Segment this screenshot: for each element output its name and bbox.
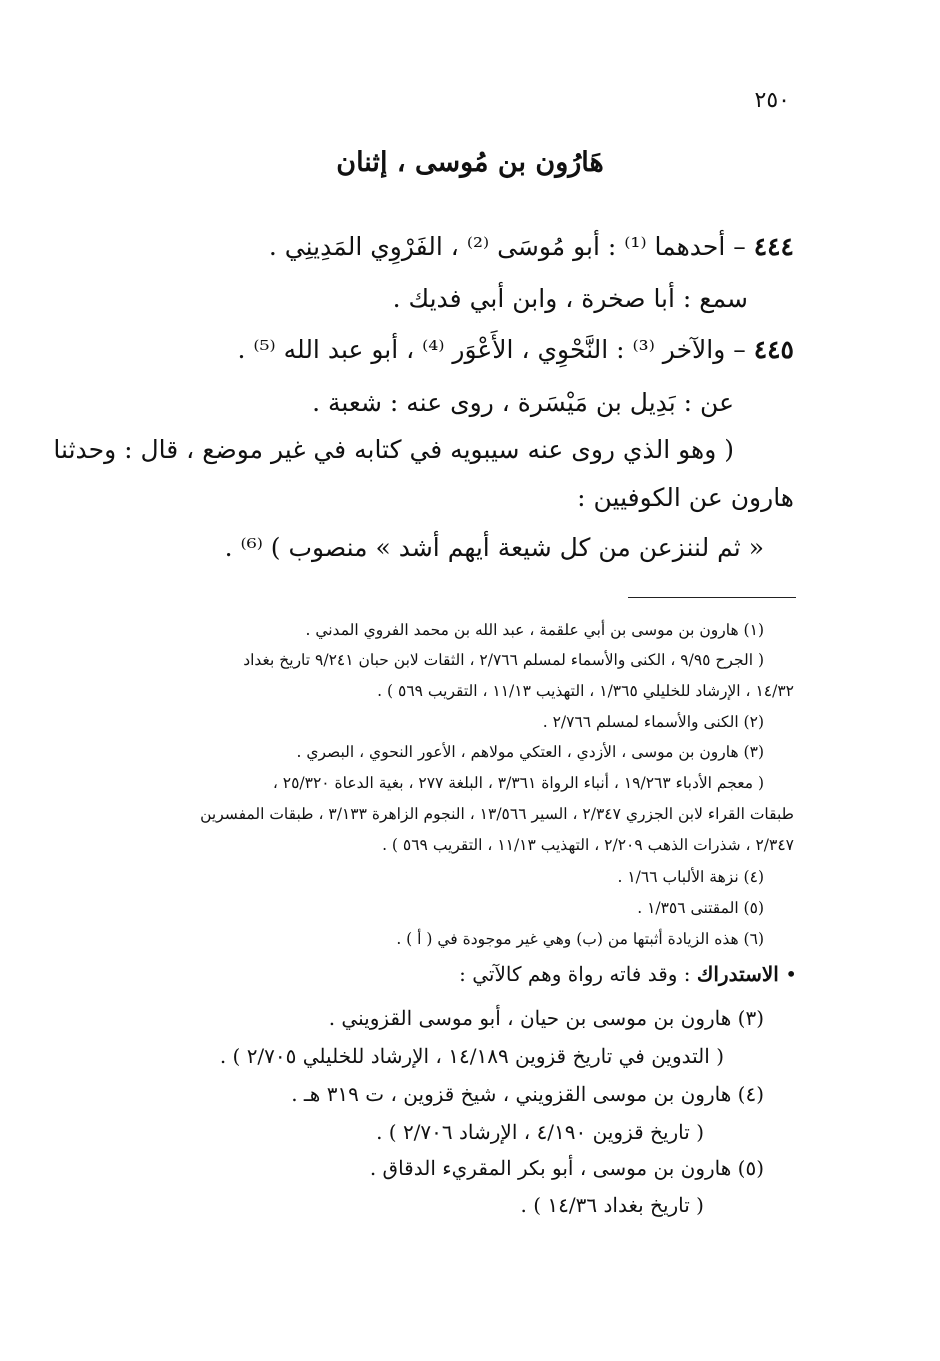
footnote-line: طبقات القراء لابن الجزري ٢/٣٤٧ ، السير ١٣/٥٦٦ ، النجوم الزاهرة ٣/١٣٣ ، طبقات المفسرين (200, 805, 794, 823)
section-title: هَارُون بن مُوسى ، إثنان (336, 147, 604, 178)
addendum-label: الاستدراك (696, 962, 779, 986)
footnote-line: (٥) المقتنى ١/٣٥٦ . (637, 899, 764, 917)
addendum-line: ( تاريخ بغداد ١٤/٣٦ ) . (520, 1193, 704, 1217)
entry-line: عن : بَدِيل بن مَيْسَرة ، روى عنه : شعبة . (312, 388, 734, 417)
entry-number: ٤٤٥ (753, 335, 794, 364)
footnote-line: (٢) الكنى والأسماء لمسلم ٢/٧٦٦ . (542, 713, 764, 731)
footnote-line: (١) هارون بن موسى بن أبي علقمة ، عبد الله بن محمد الفروي المدني . (305, 621, 764, 639)
footnote-line: (٤) نزهة الألباب ١/٦٦ . (617, 868, 764, 886)
page-number: ٢٥٠ (754, 88, 790, 113)
entry-line: ( وهو الذي روى عنه سيبويه في كتابه في غير موضع ، قال : وحدثنا (53, 435, 734, 464)
entry-444 (269, 232, 794, 262)
footnote-line: (٣) هارون بن موسى ، الأزدي ، العتكي مولاهم ، الأعور النحوي ، البصري . (296, 743, 764, 761)
addendum-line: (٤) هارون بن موسى القزويني ، شيخ قزوين ، ت ٣١٩ هـ . (291, 1082, 764, 1106)
entry-line: هارون عن الكوفيين : (577, 483, 794, 512)
entry-text: – أحدهما ⁽¹⁾ : أبو مُوسَى ⁽²⁾ ، الفَرْوِي المَدِينِي . (268, 232, 746, 261)
addendum-line: ( تاريخ قزوين ٤/١٩٠ ، الإرشاد ٢/٧٠٦ ) . (376, 1120, 704, 1144)
addendum-line: ( التدوين في تاريخ قزوين ١٤/١٨٩ ، الإرشاد للخليلي ٢/٧٠٥ ) . (219, 1044, 724, 1068)
addendum-bullet: • (785, 962, 797, 986)
entry-445 (237, 335, 794, 365)
footnote-line: ( معجم الأدباء ١٩/٢٦٣ ، أنباء الرواة ٣/٣٦١ ، البلغة ٢٧٧ ، بغية الدعاة ٢٥/٣٢٠ ، (272, 774, 764, 792)
addendum-intro: : وقد فاته رواة وهم كالآتي : (459, 962, 691, 986)
footnote-line: ٢/٣٤٧ ، شذرات الذهب ٢/٢٠٩ ، التهذيب ١١/١٣ ، التقريب ٥٦٩ ) . (382, 836, 794, 854)
footnote-line: ١٤/٣٢ ، الإرشاد للخليلي ١/٣٦٥ ، التهذيب ١١/١٣ ، التقريب ٥٦٩ ) . (377, 682, 794, 700)
entry-line: سمع : أبا صخرة ، وابن أبي فديك . (392, 284, 748, 313)
footnote-divider (628, 597, 796, 598)
addendum-line: (٣) هارون بن موسى بن حيان ، أبو موسى القزويني . (328, 1006, 764, 1030)
addendum-heading (459, 962, 797, 986)
entry-number: ٤٤٤ (753, 232, 794, 261)
addendum-line: (٥) هارون بن موسى ، أبو بكر المقريء الدقاق . (369, 1156, 764, 1180)
entry-text: – والآخر ⁽³⁾ : النَّحْوِي ، الأَعْوَر ⁽⁴⁾ ، أبو عبد الله ⁽⁵⁾ . (237, 335, 746, 364)
entry-line: « ثم لننزعن من كل شيعة أيهم أشد » منصوب ) ⁽⁶⁾ . (224, 533, 764, 562)
footnote-line: ( الجرح ٩/٩٥ ، الكنى والأسماء لمسلم ٢/٧٦٦ ، الثقات لابن حبان ٩/٢٤١ تاريخ بغداد (243, 651, 764, 669)
footnote-line: (٦) هذه الزيادة أثبتها من (ب) وهي غير موجودة في ( أ ) . (396, 930, 764, 948)
